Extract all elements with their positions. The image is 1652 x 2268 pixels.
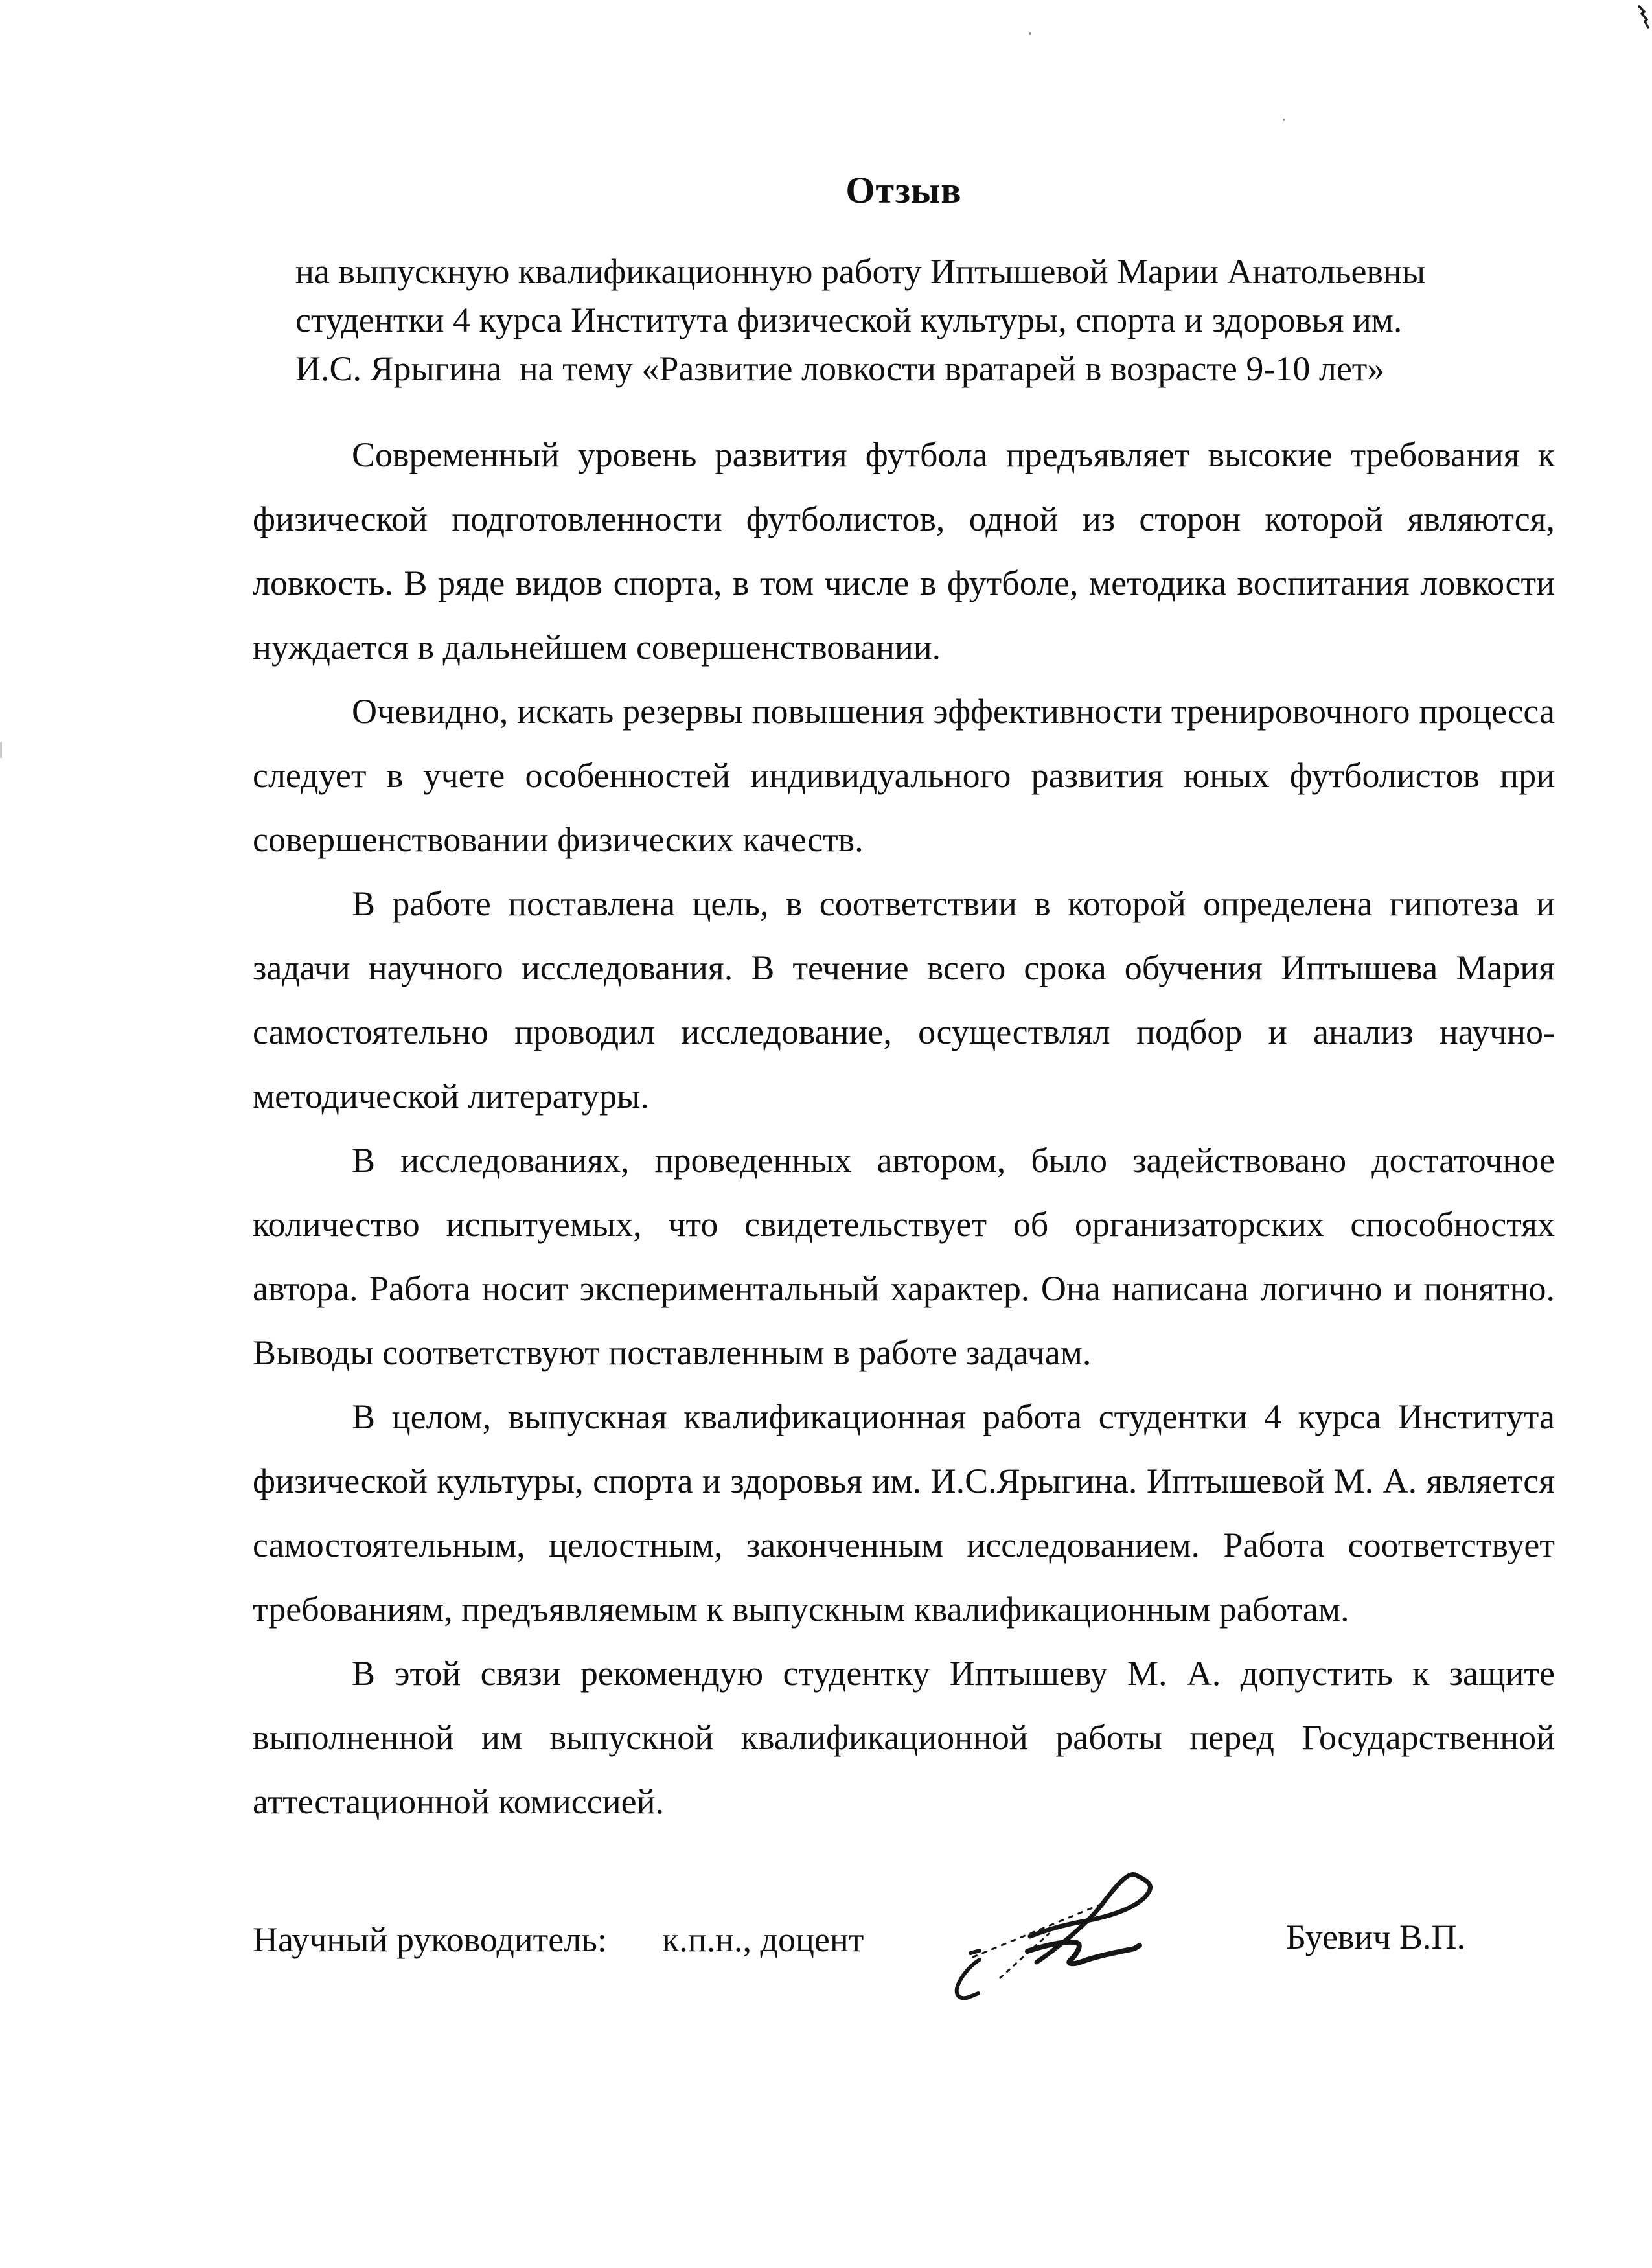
scan-artifact-speck bbox=[1283, 119, 1285, 121]
document-title: Отзыв bbox=[845, 169, 962, 211]
document-body bbox=[253, 423, 1555, 1834]
paragraph: Очевидно, искать резервы повышения эффективности тренировочного процесса следует в учете особенностей индивидуального развития юных футболистов при совершенствовании физических качеств. bbox=[253, 691, 1555, 859]
paragraph: Современный уровень развития футбола предъявляет высокие требования к физической подготовленности футболистов, одной из сторон которой являются, ловкость. В ряде видов спорта, в том числе в футболе, методика воспитания ловкости нуждается в дальнейшем совершенствовании. bbox=[253, 435, 1555, 667]
scan-artifact-edge-tick bbox=[0, 742, 2, 758]
supervisor-degree: к.п.н., доцент bbox=[662, 1919, 864, 1959]
scan-artifact-corner-mark bbox=[1631, 4, 1651, 30]
document-subtitle-block bbox=[295, 247, 1555, 393]
subtitle-line: И.С. Ярыгина на тему «Развитие ловкости вратарей в возрасте 9-10 лет» bbox=[295, 349, 1385, 388]
paragraph: В исследованиях, проведенных автором, было задействовано достаточное количество испытуемых, что свидетельствует об организаторских способностях автора. Работа носит экспериментальный характер. Она написана логично и понятно. Выводы соответствуют поставленным в работе задачам. bbox=[253, 1140, 1555, 1372]
signature-row bbox=[253, 1919, 1555, 2127]
subtitle-line: студентки 4 курса Института физической культуры, спорта и здоровья им. bbox=[295, 300, 1403, 339]
handwritten-signature bbox=[907, 1850, 1231, 2122]
paragraph: В этой связи рекомендую студентку Иптышеву М. А. допустить к защите выполненной им выпускной квалификационной работы перед Государственной аттестационной комиссией. bbox=[253, 1653, 1555, 1821]
subtitle-line: на выпускную квалификационную работу Иптышевой Марии Анатольевны bbox=[295, 251, 1426, 291]
paragraph: В работе поставлена цель, в соответствии в которой определена гипотеза и задачи научного исследования. В течение всего срока обучения Иптышева Мария самостоятельно проводил исследование, осуществлял подбор и анализ научно-методической литературы. bbox=[253, 884, 1555, 1116]
supervisor-label: Научный руководитель: bbox=[253, 1919, 607, 1959]
supervisor-name: Буевич В.П. bbox=[1286, 1917, 1465, 1956]
scan-artifact-speck bbox=[1029, 32, 1031, 35]
paragraph: В целом, выпускная квалификационная работа студентки 4 курса Института физической культуры, спорта и здоровья им. И.С.Ярыгина. Иптышевой М. А. является самостоятельным, целостным, законченным исследованием. Работа соответствует требованиям, предъявляемым к выпускным квалификационным работам. bbox=[253, 1397, 1555, 1629]
